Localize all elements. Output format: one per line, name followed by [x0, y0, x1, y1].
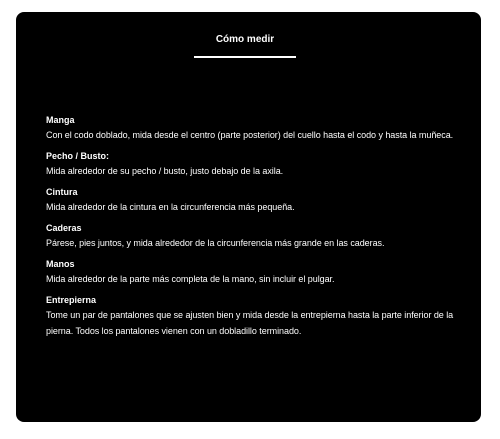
- section-title: Caderas: [46, 223, 82, 233]
- size-guide-modal: [16, 12, 481, 422]
- section-text: Tome un par de pantalones que se ajusten bien y mida desde la entrepierna hasta la parte inferior de la pierna. Todos los pantalones vienen con un dobladillo terminado.: [46, 310, 454, 336]
- section-text: Mida alrededor de la parte más completa de la mano, sin incluir el pulgar.: [46, 274, 335, 284]
- section-waist: [46, 186, 466, 215]
- tab-bar: [16, 12, 481, 72]
- active-tab-indicator: [194, 56, 296, 58]
- section-text: Párese, pies juntos, y mida alrededor de la circunferencia más grande en las caderas.: [46, 238, 385, 248]
- section-text: Mida alrededor de la cintura en la circunferencia más pequeña.: [46, 202, 295, 212]
- section-hands: [46, 258, 466, 287]
- section-title: Pecho / Busto:: [46, 151, 110, 161]
- section-text: Con el codo doblado, mida desde el centro (parte posterior) del cuello hasta el codo y hasta la muñeca.: [46, 130, 454, 140]
- section-hips: [46, 222, 466, 251]
- tab-how-to-measure[interactable]: Cómo medir: [215, 34, 275, 45]
- section-inseam: [46, 294, 466, 339]
- section-chest: [46, 150, 466, 179]
- measurement-instructions: [46, 114, 466, 346]
- section-title: Manga: [46, 115, 75, 125]
- section-title: Manos: [46, 259, 75, 269]
- section-sleeve: [46, 114, 466, 143]
- section-title: Cintura: [46, 187, 78, 197]
- section-text: Mida alrededor de su pecho / busto, justo debajo de la axila.: [46, 166, 284, 176]
- section-title: Entrepierna: [46, 295, 97, 305]
